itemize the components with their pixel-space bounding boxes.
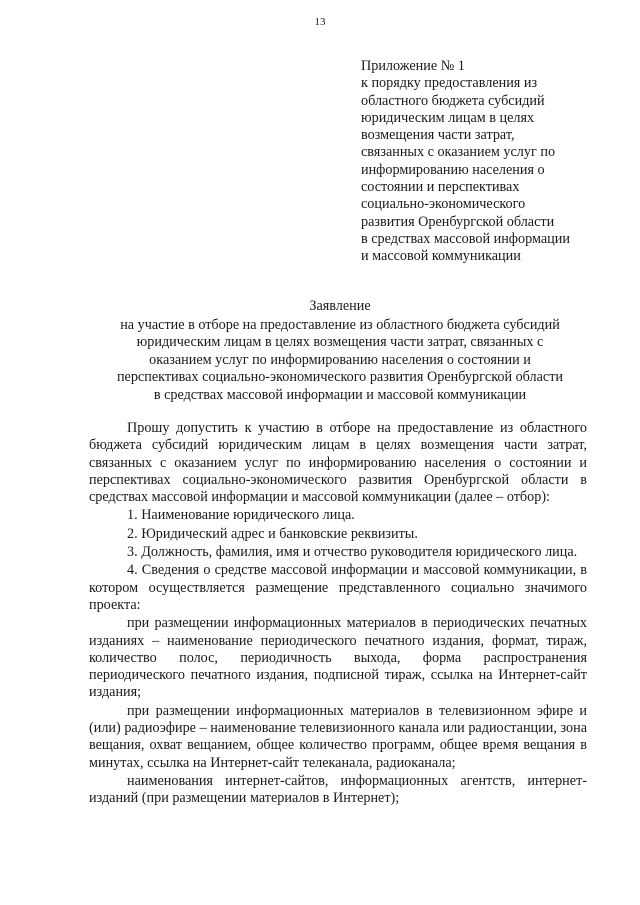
list-item: 4. Сведения о средстве массовой информации и массовой коммуникации, в котором осуществляется размещение представленного социально значимого проекта: bbox=[89, 562, 587, 613]
appendix-line: юридическим лицам в целях bbox=[361, 109, 535, 126]
body-paragraph: при размещении информационных материалов в телевизионном эфире и (или) радиоэфире – наименование телевизионного канала или радиостанции, зона вещания, охват вещанием, общее количество программ, общее время вещания в минутах, ссылка на Интернет-сайт телеканала, радиоканала; bbox=[89, 702, 587, 771]
appendix-line: состоянии и перспективах bbox=[361, 179, 520, 196]
body-paragraph: при размещении информационных материалов в периодических печатных изданиях – наименование периодического печатного издания, формат, тираж, количество полос, периодичность выхода, форма распространения периодического печатного издания, подписной тираж, ссылка на Интернет-сайт издания; bbox=[89, 615, 587, 701]
title-line: в средствах массовой информации и массовой коммуникации bbox=[153, 386, 527, 403]
list-item: 3. Должность, фамилия, имя и отчество руководителя юридического лица. bbox=[127, 544, 578, 561]
title-heading: Заявление bbox=[309, 298, 371, 314]
appendix-block bbox=[361, 58, 611, 266]
title-line: на участие в отборе на предоставление из областного бюджета субсидий bbox=[120, 316, 560, 333]
appendix-line: к порядку предоставления из bbox=[361, 75, 538, 92]
appendix-line: информированию населения о bbox=[361, 161, 545, 178]
appendix-line: и массовой коммуникации bbox=[361, 248, 521, 265]
appendix-line: возмещения части затрат, bbox=[361, 127, 515, 144]
appendix-line: областного бюджета субсидий bbox=[361, 92, 545, 109]
body-paragraph: наименования интернет-сайтов, информационных агентств, интернет-изданий (при размещении материалов в Интернет); bbox=[89, 772, 587, 807]
list-item: 1. Наименование юридического лица. bbox=[127, 507, 355, 524]
title-line: перспективах социально-экономического развития Оренбургской области bbox=[116, 369, 564, 385]
appendix-line: Приложение № 1 bbox=[361, 58, 465, 74]
body-paragraph: Прошу допустить к участию в отборе на предоставление из областного бюджета субсидий юридическим лицам в целях возмещения части затрат, связанных с оказанием услуг по информированию населения о состоянии и перспективах социально-экономического развития Оренбургской области в средствах массовой информации и массовой коммуникации (далее – отбор): bbox=[89, 420, 587, 506]
title-line: юридическим лицам в целях возмещения части затрат, связанных с bbox=[136, 334, 544, 350]
list-item: 2. Юридический адрес и банковские реквизиты. bbox=[127, 525, 418, 542]
appendix-line: связанных с оказанием услуг по bbox=[361, 144, 556, 161]
appendix-line: развития Оренбургской области bbox=[361, 213, 555, 230]
page-number: 13 bbox=[314, 16, 326, 28]
document-body bbox=[89, 420, 587, 809]
appendix-line: в средствах массовой информации bbox=[361, 230, 570, 247]
appendix-line: социально-экономического bbox=[361, 196, 526, 213]
document-title bbox=[80, 298, 600, 404]
title-line: оказанием услуг по информированию населения о состоянии и bbox=[149, 351, 531, 368]
